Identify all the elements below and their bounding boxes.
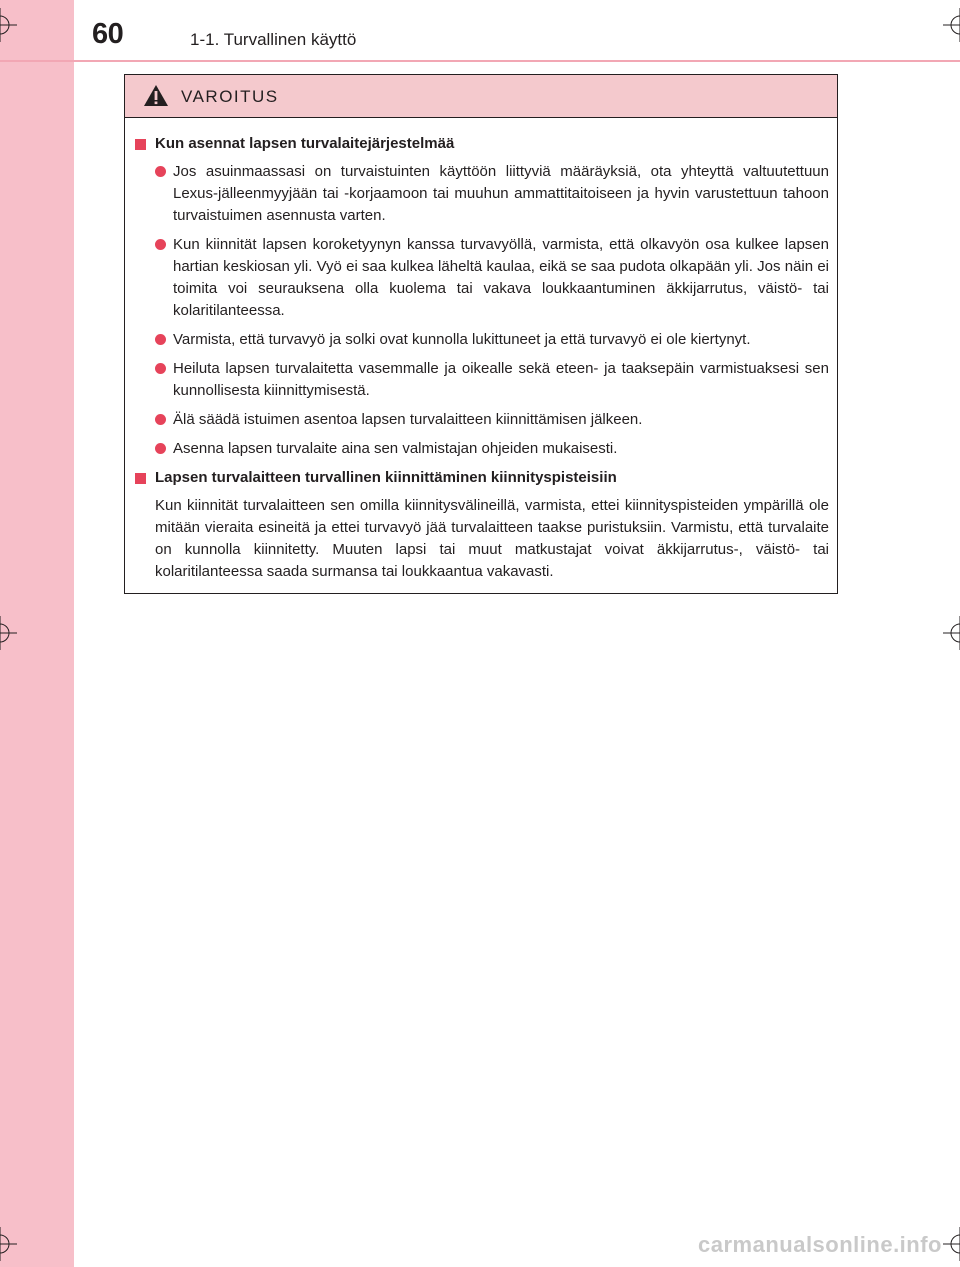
- section-heading: [133, 133, 829, 155]
- registration-mark-icon: [943, 8, 960, 42]
- dot-bullet-icon: [155, 443, 166, 454]
- registration-mark-icon: [0, 1227, 17, 1261]
- dot-bullet-icon: [155, 239, 166, 250]
- list-item-text: Kun kiinnität lapsen koroketyynyn kanssa turvavyöllä, varmista, että olkavyön osa kulkee lapsen hartian keskiosan yli. Vyö ei saa kulkea läheltä kaulaa, eikä se saa pudota olkapään yli. Jos näin ei toimita voi seurauksena olla kuolema tai vakava loukkaantuminen äkkijarrutus, väistö- tai kolaritilanteessa.: [173, 236, 829, 319]
- page-number: 60: [92, 18, 124, 50]
- dot-bullet-icon: [155, 166, 166, 177]
- list-item-text: Älä säädä istuimen asentoa lapsen turvalaitteen kiinnittämisen jälkeen.: [173, 411, 643, 428]
- list-item: [133, 161, 829, 227]
- watermark: carmanualsonline.info: [698, 1232, 942, 1257]
- list-item-text: Asenna lapsen turvalaite aina sen valmistajan ohjeiden mukaisesti.: [173, 440, 618, 457]
- dot-bullet-icon: [155, 363, 166, 374]
- section-heading-text: Kun asennat lapsen turvalaitejärjestelmää: [155, 135, 455, 152]
- square-bullet-icon: [135, 473, 146, 484]
- list-item: [133, 438, 829, 460]
- section-heading-text: Lapsen turvalaitteen turvallinen kiinnittäminen kiinnityspisteisiin: [155, 469, 617, 486]
- warning-triangle-icon: [143, 84, 169, 107]
- section-title: 1-1. Turvallinen käyttö: [190, 30, 357, 49]
- registration-mark-icon: [943, 1227, 960, 1261]
- dot-bullet-icon: [155, 334, 166, 345]
- list-item-text: Varmista, että turvavyö ja solki ovat kunnolla lukittuneet ja että turvavyö ei ole kiertynyt.: [173, 331, 751, 348]
- list-item: [133, 234, 829, 322]
- warning-box: [124, 74, 838, 594]
- warning-body: [125, 133, 837, 583]
- list-item: [133, 329, 829, 351]
- square-bullet-icon: [135, 139, 146, 150]
- list-item: [133, 358, 829, 402]
- registration-mark-icon: [0, 8, 17, 42]
- list-item: [133, 409, 829, 431]
- section-heading: [133, 467, 829, 489]
- registration-mark-icon: [943, 616, 960, 650]
- registration-mark-icon: [0, 616, 17, 650]
- list-item-text: Heiluta lapsen turvalaitetta vasemmalle ja oikealle sekä eteen- ja taaksepäin varmistuaksesi sen kunnollisesta kiinnittymisestä.: [173, 360, 829, 399]
- list-item-text: Jos asuinmaassasi on turvaistuinten käyttöön liittyviä määräyksiä, ota yhteyttä valtuutettuun Lexus-jälleenmyyjään tai -korjaamoon tai muuhun ammattitaitoiseen ja hyvin varustettuun tahoon turvaistuimen asennusta varten.: [173, 163, 829, 224]
- section-paragraph: Kun kiinnität turvalaitteen sen omilla kiinnitysvälineillä, varmista, ettei kiinnityspisteiden ympärillä ole mitään vieraita esineitä ja ettei turvavyö jää turvalaitteen taakse puristuksiin. Varmistu, että turvalaite on kunnolla kiinnitetty. Muuten lapsi tai muut matkustajat voivat äkkijarrutus-, väistö- tai kolaritilanteessa saada surmansa tai loukkaantua vakavasti.: [155, 497, 829, 580]
- warning-label: VAROITUS: [181, 87, 279, 106]
- dot-bullet-icon: [155, 414, 166, 425]
- warning-header: [125, 75, 837, 118]
- header-rule: [0, 60, 960, 62]
